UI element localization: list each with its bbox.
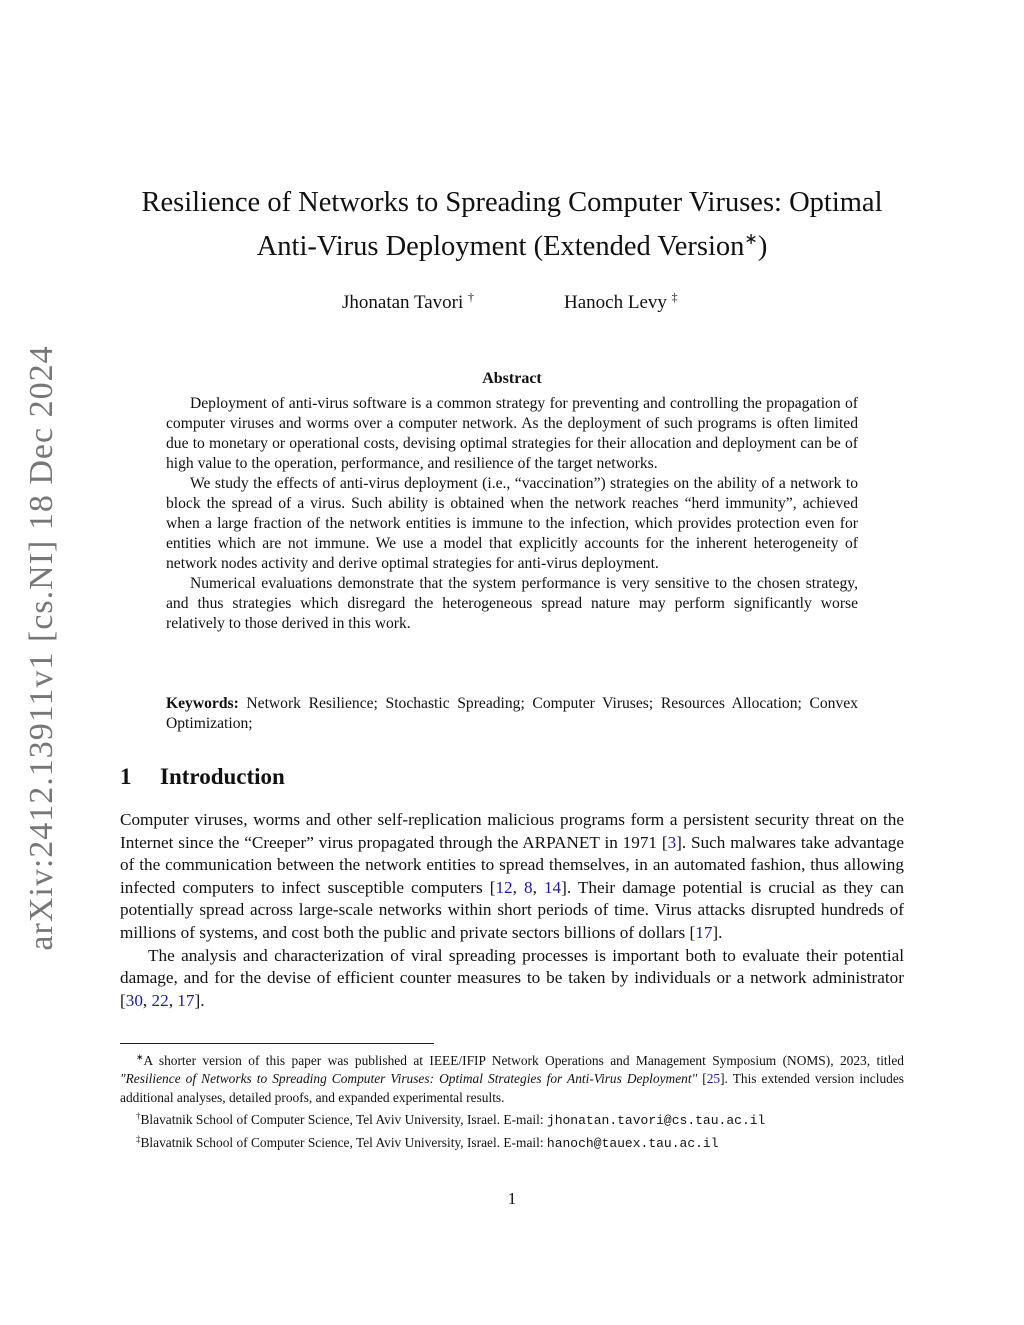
footnote-marker: ‡ <box>136 1134 141 1145</box>
abstract-paragraph: Deployment of anti-virus software is a common strategy for preventing and controlling the propagation of computer viruses and worms over a computer network. As the deployment of such programs is often limited due to monetary or operational costs, devising optimal strategies for their allocation and deployment can be of high value to the operation, performance, and resilience of the target networks. <box>166 395 858 472</box>
email-levy[interactable]: hanoch@tauex.tau.ac.il <box>546 1136 719 1152</box>
citation-link[interactable]: 30 <box>125 990 143 1010</box>
paper-title <box>0 184 1024 265</box>
keywords <box>166 694 858 734</box>
section-heading-introduction <box>120 764 285 790</box>
footnote-affiliation-levy: ‡Blavatnik School of Computer Science, Tel Aviv University, Israel. E-mail: hanoch@tauex.tau.ac.il <box>136 1134 719 1152</box>
body-paragraph: Computer viruses, worms and other self-replication malicious programs form a persistent security threat on the Internet since the “Creeper” virus propagated through the ARPANET in 1971 [3]. Such malwares take advantage of the communication between the network entities to spread themselves, in an automated fashion, thus allowing infected computers to infect susceptible computers [12, 8, 14]. Their damage potential is crucial as they can potentially spread across large-scale networks within short periods of time. Virus attacks disrupted hundreds of millions of systems, and cost both the public and private sectors billions of dollars [17]. <box>120 810 905 942</box>
footnote-noms: ∗A shorter version of this paper was published at IEEE/IFIP Network Operations and Management Symposium (NOMS), 2023, titled "Resilience of Networks to Spreading Computer Viruses: Optimal Strategies for Anti-Virus Deployment" [25]. This extended version includes additional analyses, detailed proofs, and expanded experimental results. <box>120 1052 904 1105</box>
keywords-label: Keywords: <box>166 695 239 712</box>
abstract-paragraph: Numerical evaluations demonstrate that the system performance is very sensitive to the chosen strategy, and thus strategies which disregard the heterogeneous spread nature may perform significantly worse relatively to those derived in this work. <box>166 575 858 632</box>
footnote-italic-title: "Resilience of Networks to Spreading Computer Viruses: Optimal Strategies for Anti-Virus Deployment" <box>120 1071 698 1087</box>
keywords-text: Network Resilience; Stochastic Spreading; Computer Viruses; Resources Allocation; Convex Optimization; <box>166 695 858 732</box>
abstract-body <box>166 394 858 634</box>
section-number: 1 <box>120 764 132 789</box>
citation-link[interactable]: 17 <box>695 922 713 942</box>
footnote-affiliation-tavori: †Blavatnik School of Computer Science, Tel Aviv University, Israel. E-mail: jhonatan.tavori@cs.tau.ac.il <box>136 1110 766 1128</box>
author-affiliation-marker[interactable]: † <box>468 290 475 304</box>
citation-link[interactable]: 3 <box>667 832 677 852</box>
footnotes <box>120 1048 904 1153</box>
citation-link[interactable]: 8 <box>523 877 533 897</box>
introduction-body <box>120 809 904 1012</box>
footnote-marker: † <box>136 1110 141 1121</box>
body-paragraph: The analysis and characterization of viral spreading processes is important both to evaluate their potential damage, and for the devise of efficient counter measures to be taken by individuals or a network administrator [30, 22, 17]. <box>120 945 904 1010</box>
citation-link[interactable]: 25 <box>706 1071 721 1087</box>
author-tavori: Jhonatan Tavori † <box>342 290 475 313</box>
footnote-divider <box>120 1043 434 1044</box>
abstract-paragraph: We study the effects of anti-virus deployment (i.e., “vaccination”) strategies on the ability of a network to block the spread of a virus. Such ability is obtained when the network reaches “herd immunity”, achieved when a large fraction of the network entities is immune to the infection, which provides protection even for entities which are not immune. We use a model that explicitly accounts for the inherent heterogeneity of network nodes activity and derive optimal strategies for anti-virus deployment. <box>166 475 858 572</box>
footnote-marker: ∗ <box>136 1052 144 1062</box>
author-levy: Hanoch Levy ‡ <box>564 290 678 313</box>
citation-link[interactable]: 14 <box>543 877 562 897</box>
abstract-heading: Abstract <box>482 370 542 387</box>
citation-link[interactable]: 12 <box>495 877 513 897</box>
title-footnote-marker[interactable]: ∗ <box>744 231 758 248</box>
section-title: Introduction <box>160 764 285 789</box>
author-affiliation-marker[interactable]: ‡ <box>671 290 678 304</box>
citation-link[interactable]: 17 <box>177 990 195 1010</box>
page-number: 1 <box>507 1189 517 1208</box>
title-line-1: Resilience of Networks to Spreading Computer Viruses: Optimal <box>141 187 883 218</box>
arxiv-identifier-stamp: arXiv:2412.13911v1 [cs.NI] 18 Dec 2024 <box>23 345 60 951</box>
citation-link[interactable]: 22 <box>151 990 169 1010</box>
title-line-2: Anti-Virus Deployment (Extended Version∗) <box>256 231 768 262</box>
email-tavori[interactable]: jhonatan.tavori@cs.tau.ac.il <box>546 1112 766 1128</box>
